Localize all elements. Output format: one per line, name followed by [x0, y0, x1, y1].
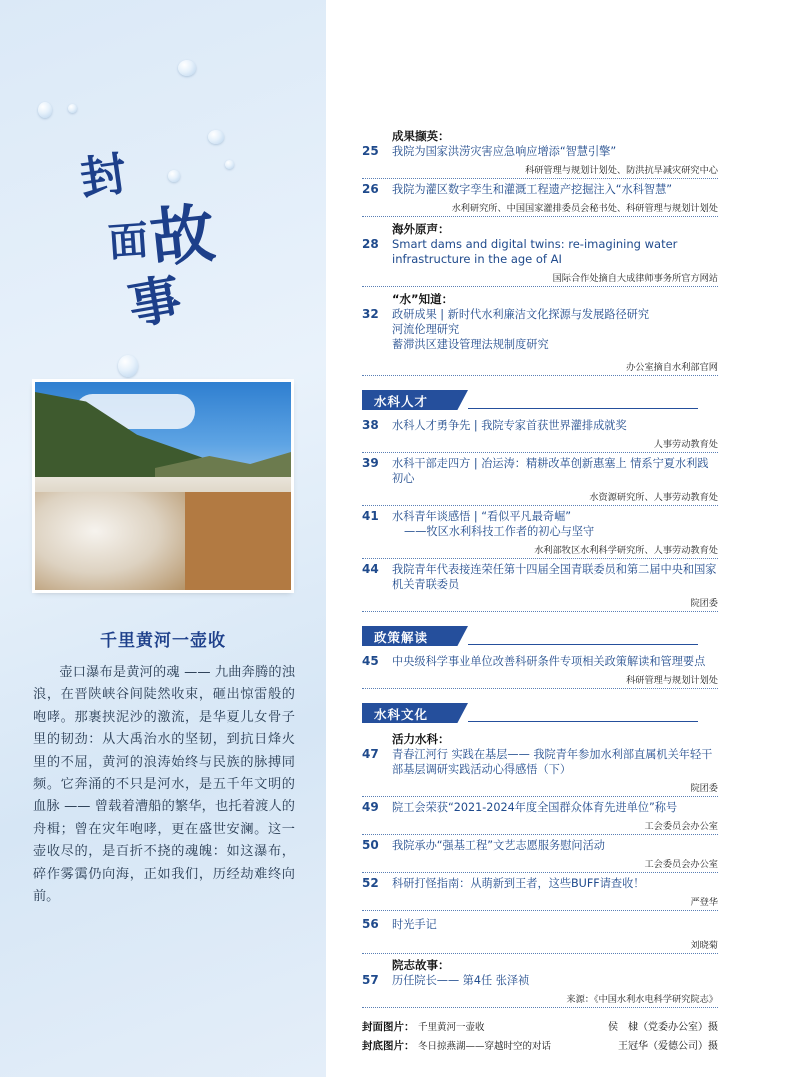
- article-source: 水利部牧区水利科学研究所、人事劳动教育处: [362, 539, 718, 559]
- page-number: 38: [362, 418, 379, 432]
- article-source: 工会委员会办公室: [362, 853, 718, 873]
- water-drop-decoration: [68, 104, 77, 113]
- credit-label: 封面图片：: [362, 1021, 415, 1033]
- toc-entry[interactable]: [362, 654, 718, 669]
- credit-title: 冬日掠燕湖——穿越时空的对话: [418, 1041, 552, 1052]
- water-drop-decoration: [208, 130, 224, 144]
- subsection-heading: “水”知道：: [392, 292, 454, 306]
- page-number: 26: [362, 182, 379, 196]
- water-drop-decoration: [118, 355, 138, 377]
- article-subtitle: ——牧区水利科技工作者的初心与坚守: [404, 525, 595, 538]
- article-title: 我院为国家洪涝灾害应急响应增添“智慧引擎”: [392, 145, 617, 158]
- article-title: 我院承办“强基工程”文艺志愿服务慰问活动: [392, 839, 605, 852]
- section-header-policy: [362, 626, 718, 646]
- section-title: 水科人才: [374, 394, 429, 409]
- toc-entry[interactable]: [362, 456, 718, 486]
- photo-credits: [362, 1018, 718, 1056]
- article-source: 人事劳动教育处: [362, 433, 718, 453]
- page-number: 49: [362, 800, 379, 814]
- credit-title: 千里黄河一壶收: [418, 1022, 485, 1033]
- page-number: 57: [362, 973, 379, 987]
- page-number: 28: [362, 237, 379, 251]
- toc-entry[interactable]: [362, 876, 718, 891]
- subsection-heading: 院志故事：: [392, 958, 450, 972]
- article-source: 国际合作处摘自大成律师事务所官方网站: [362, 267, 718, 287]
- table-of-contents: [362, 120, 718, 1056]
- page-number: 45: [362, 654, 379, 668]
- section-title: 政策解读: [374, 630, 429, 645]
- article-title: 科研打怪指南：从萌新到王者，这些BUFF请查收！: [392, 877, 645, 890]
- subsection-heading: 海外原声：: [392, 222, 450, 236]
- page-number: 50: [362, 838, 379, 852]
- toc-entry[interactable]: [362, 237, 718, 267]
- section-title: 水科文化: [374, 707, 429, 722]
- article-title: 水科干部走四方 | 冶运涛：精耕改革创新惠塞上 情系宁夏水利践初心: [392, 457, 709, 485]
- article-title: 时光手记: [392, 918, 437, 931]
- page-number: 32: [362, 307, 379, 321]
- cover-title-char: 故: [146, 195, 219, 278]
- page-number: 25: [362, 144, 379, 158]
- water-drop-decoration: [178, 60, 196, 76]
- page-number: 47: [362, 747, 379, 761]
- article-source: 来源：《中国水利水电科学研究院志》: [362, 988, 718, 1008]
- article-title: 历任院长—— 第4任 张泽祯: [392, 974, 530, 987]
- subsection-heading: 活力水科：: [392, 732, 450, 746]
- cover-title-char: 封: [76, 146, 130, 206]
- page-number: 56: [362, 917, 379, 931]
- cover-photo-waterfall: [35, 382, 291, 590]
- cover-story-title: 千里黄河一壶收: [100, 631, 226, 651]
- article-source: 水利研究所、中国国家灌排委员会秘书处、科研管理与规划计划处: [362, 197, 718, 217]
- article-title: 我院青年代表接连荣任第十四届全国青联委员和第二届中央和国家机关青联委员: [392, 563, 717, 591]
- article-title: 我院为灌区数字孪生和灌溉工程遗产挖掘注入“水科智慧”: [392, 183, 673, 196]
- article-source: 工会委员会办公室: [362, 815, 718, 835]
- article-source: 刘晓菊: [362, 934, 718, 954]
- article-title: 水科人才勇争先 | 我院专家首获世界灌排成就奖: [392, 419, 627, 432]
- water-drop-decoration: [38, 102, 52, 118]
- article-title: 青春江河行 实践在基层—— 我院青年参加水利部直属机关年轻干部基层调研实践活动心得感悟（下）: [392, 748, 713, 776]
- page-number: 44: [362, 562, 379, 576]
- water-drop-decoration: [168, 170, 180, 182]
- toc-entry[interactable]: [362, 144, 718, 159]
- article-source: 院团委: [362, 777, 718, 797]
- article-title: 水科青年谈感悟 | “看似平凡最奇崛”: [392, 510, 572, 523]
- toc-entry[interactable]: [362, 418, 718, 433]
- article-title: Smart dams and digital twins: re-imagining water infrastructure in the age of AI: [392, 237, 678, 266]
- toc-entry[interactable]: [362, 917, 718, 932]
- article-title: 河流伦理研究: [392, 323, 460, 336]
- toc-entry[interactable]: [362, 800, 718, 815]
- toc-entry[interactable]: [362, 838, 718, 853]
- water-drop-decoration: [225, 160, 234, 169]
- cover-story-text: 壶口瀑布是黄河的魂 —— 九曲奔腾的浊浪，在晋陕峡谷间陡然收束，砸出惊雷般的咆哮。那裹挟泥沙的激流，是华夏儿女骨子里的韧劲：从大禹治水的坚韧，到抗日烽火里的不屈，黄河的浪涛始终与民族的脉搏同频。它奔涌的不只是河水，是五千年文明的血脉 —— 曾载着漕船的繁华，也托着渡人的舟楫；曾在灾年咆哮，更在盛世安澜。这一壶收尽的，是百折不挠的魂魄：如这瀑布，碎作雾霭仍向海，正如我们，历经劫难终向前。: [33, 665, 295, 905]
- article-title: 中央级科学事业单位改善科研条件专项相关政策解读和管理要点: [392, 655, 706, 668]
- article-title: 院工会荣获“2021-2024年度全国群众体育先进单位”称号: [392, 801, 678, 814]
- page-number: 41: [362, 509, 379, 523]
- toc-entry[interactable]: [362, 562, 718, 592]
- credit-photographer: 侯 棣（党委办公室）摄: [608, 1022, 718, 1033]
- cover-title-char: 事: [123, 267, 186, 337]
- cover-title-char: 面: [106, 216, 150, 267]
- credit-label: 封底图片：: [362, 1040, 415, 1052]
- section-header-talent: [362, 390, 718, 410]
- article-source: 院团委: [362, 592, 718, 612]
- toc-entry[interactable]: [362, 182, 718, 197]
- article-source: 水资源研究所、人事劳动教育处: [362, 486, 718, 506]
- subsection-heading: 成果撷英：: [392, 129, 450, 143]
- credit-photographer: 王冠华（爱德公司）摄: [618, 1041, 718, 1052]
- toc-entry[interactable]: [362, 509, 718, 539]
- toc-entry[interactable]: [362, 747, 718, 777]
- page-number: 39: [362, 456, 379, 470]
- page-number: 52: [362, 876, 379, 890]
- article-source: 办公室摘自水利部官网: [362, 356, 718, 376]
- cover-story-panel: [0, 0, 326, 1077]
- toc-entry[interactable]: [362, 307, 718, 352]
- toc-entry[interactable]: [362, 973, 718, 988]
- article-source: 科研管理与规划计划处、防洪抗旱减灾研究中心: [362, 159, 718, 179]
- article-source: 严登华: [362, 891, 718, 911]
- article-title: 政研成果 | 新时代水利廉洁文化探源与发展路径研究: [392, 308, 650, 321]
- article-title: 蓄滞洪区建设管理法规制度研究: [392, 338, 549, 351]
- article-source: 科研管理与规划计划处: [362, 669, 718, 689]
- section-header-culture: [362, 703, 718, 723]
